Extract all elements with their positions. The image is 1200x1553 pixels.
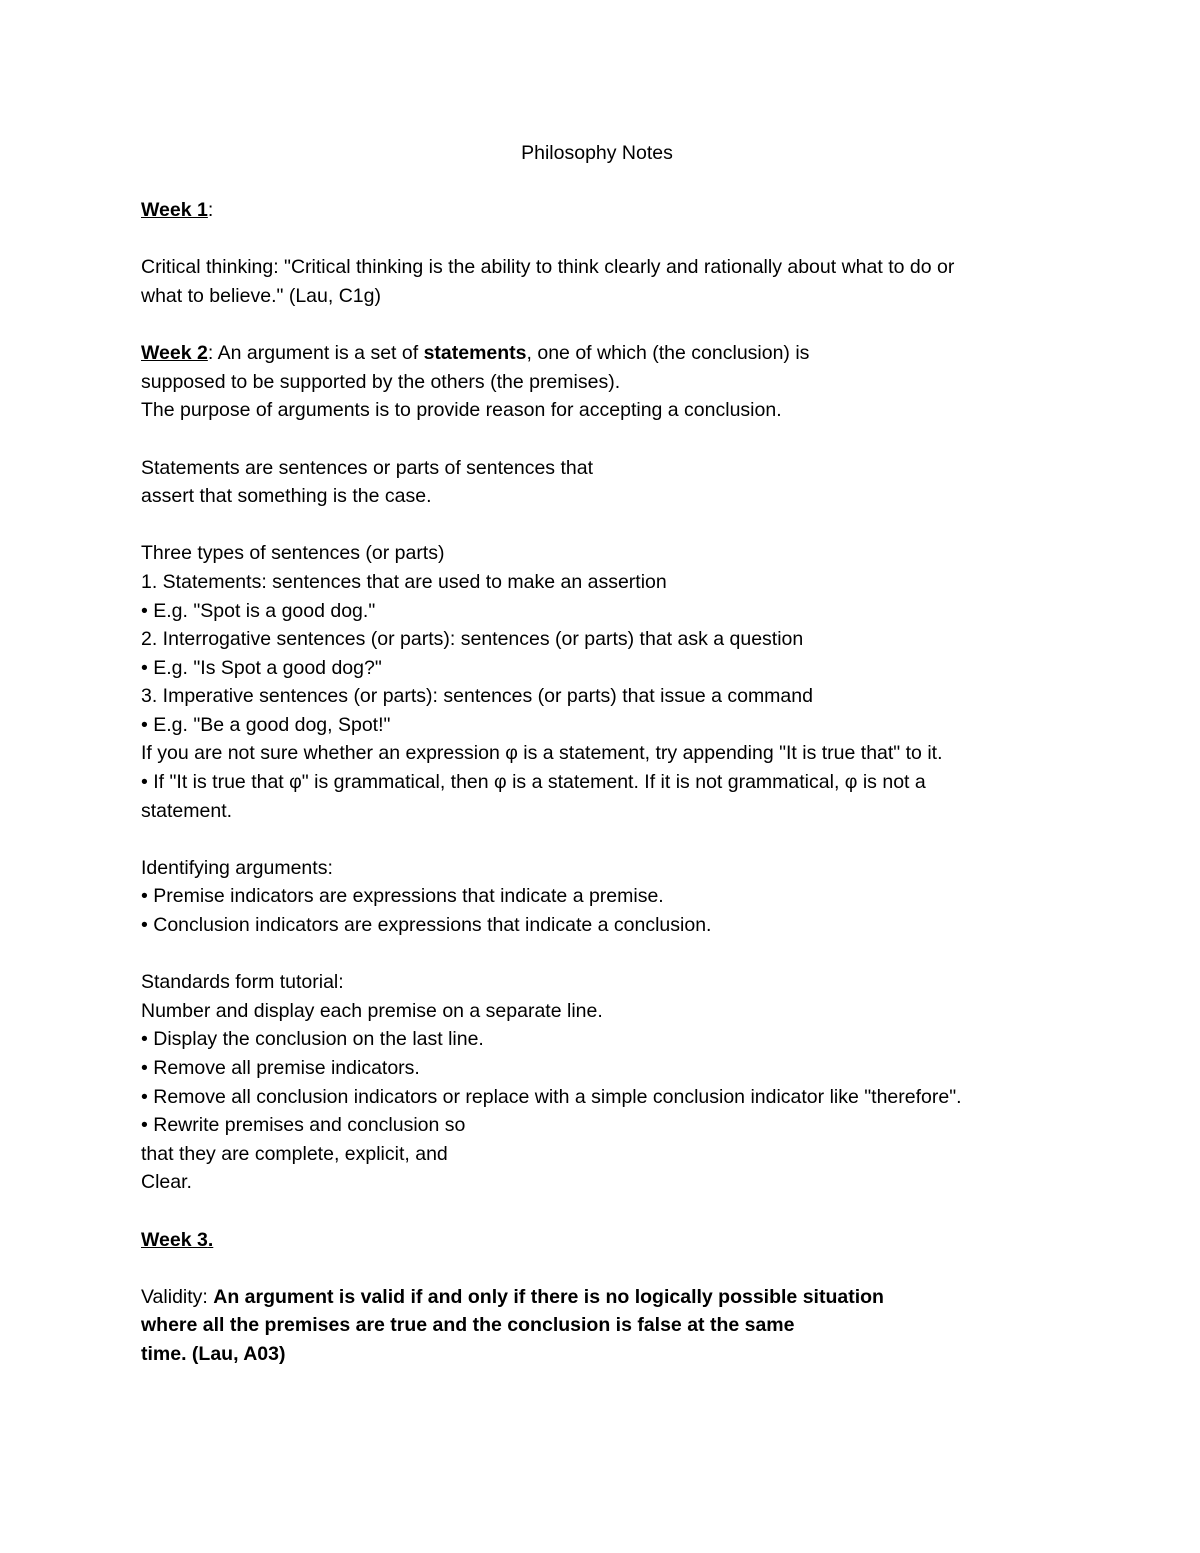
sentence-types-line: 2. Interrogative sentences (or parts): sentences (or parts) that ask a question (141, 628, 804, 651)
validity-line-3: time. (Lau, A03) (141, 1342, 286, 1365)
week-2-intro-line-2: supposed to be supported by the others (the premises). (141, 370, 621, 393)
standard-form-line: • Display the conclusion on the last line. (141, 1028, 484, 1051)
statements-def-line-1: Statements are sentences or parts of sentences that (141, 456, 594, 479)
week-2-intro-line-3: The purpose of arguments is to provide reason for accepting a conclusion. (141, 399, 782, 422)
critical-thinking-line-1: Critical thinking: "Critical thinking is the ability to think clearly and rationally about what to do or (141, 256, 955, 279)
validity-line-1 (141, 1283, 1101, 1312)
validity-line-2: where all the premises are true and the conclusion is false at the same (141, 1314, 795, 1337)
identifying-arguments-line: • Premise indicators are expressions that indicate a premise. (141, 885, 664, 908)
document-body (141, 139, 1101, 1369)
week-2-intro-bold: statements (423, 342, 527, 365)
sentence-types-line: • E.g. "Spot is a good dog." (141, 599, 376, 622)
standard-form-line: Clear. (141, 1171, 192, 1194)
week-3-heading-line (141, 1226, 1101, 1255)
standard-form-line: Number and display each premise on a separate line. (141, 999, 603, 1022)
sentence-types-line: • E.g. "Is Spot a good dog?" (141, 656, 382, 679)
document-title: Philosophy Notes (521, 142, 673, 164)
sentence-types-line: • If "It is true that φ" is grammatical, then φ is a statement. If it is not grammatical, φ is not a (141, 771, 926, 794)
identifying-arguments-line: Identifying arguments: (141, 856, 333, 879)
week-3-heading-suffix: . (207, 1228, 214, 1251)
standard-form-line: • Remove all conclusion indicators or replace with a simple conclusion indicator like "therefore". (141, 1085, 962, 1108)
validity-label: Validity: (141, 1285, 214, 1308)
week-1-heading-line (141, 196, 1101, 225)
statements-def-line-2: assert that something is the case. (141, 485, 432, 508)
spacer (141, 1197, 1101, 1226)
critical-thinking-line-2: what to believe." (Lau, C1g) (141, 284, 381, 307)
week-2-intro-after: , one of which (the conclusion) is (526, 342, 810, 365)
standard-form-line: • Remove all premise indicators. (141, 1057, 420, 1079)
standard-form-line: that they are complete, explicit, and (141, 1142, 448, 1165)
week-2-heading: Week 2 (141, 342, 208, 365)
week-3-heading: Week 3 (141, 1228, 208, 1251)
week-1-heading-suffix: : (207, 199, 214, 222)
spacer (141, 940, 1101, 969)
sentence-types-line: • E.g. "Be a good dog, Spot!" (141, 713, 391, 736)
standard-form-line: • Rewrite premises and conclusion so (141, 1114, 466, 1137)
spacer (141, 225, 1101, 254)
sentence-types-line: 1. Statements: sentences that are used to make an assertion (141, 570, 667, 593)
spacer (141, 825, 1101, 854)
identifying-arguments-line: • Conclusion indicators are expressions that indicate a conclusion. (141, 914, 712, 937)
standard-form-line: Standards form tutorial: (141, 971, 344, 994)
spacer (141, 511, 1101, 540)
week-2-intro-before: : An argument is a set of (207, 342, 424, 365)
spacer (141, 1254, 1101, 1283)
week-1-heading: Week 1 (141, 199, 208, 222)
week-2-intro-line (141, 339, 1101, 368)
spacer (141, 425, 1101, 454)
sentence-types-line: Three types of sentences (or parts) (141, 542, 445, 565)
validity-definition: An argument is valid if and only if there is no logically possible situation (213, 1285, 884, 1308)
sentence-types-line: If you are not sure whether an expression φ is a statement, try appending "It is true that" to it. (141, 742, 943, 765)
sentence-types-line: statement. (141, 799, 233, 822)
sentence-types-line: 3. Imperative sentences (or parts): sentences (or parts) that issue a command (141, 685, 813, 708)
spacer (141, 311, 1101, 340)
